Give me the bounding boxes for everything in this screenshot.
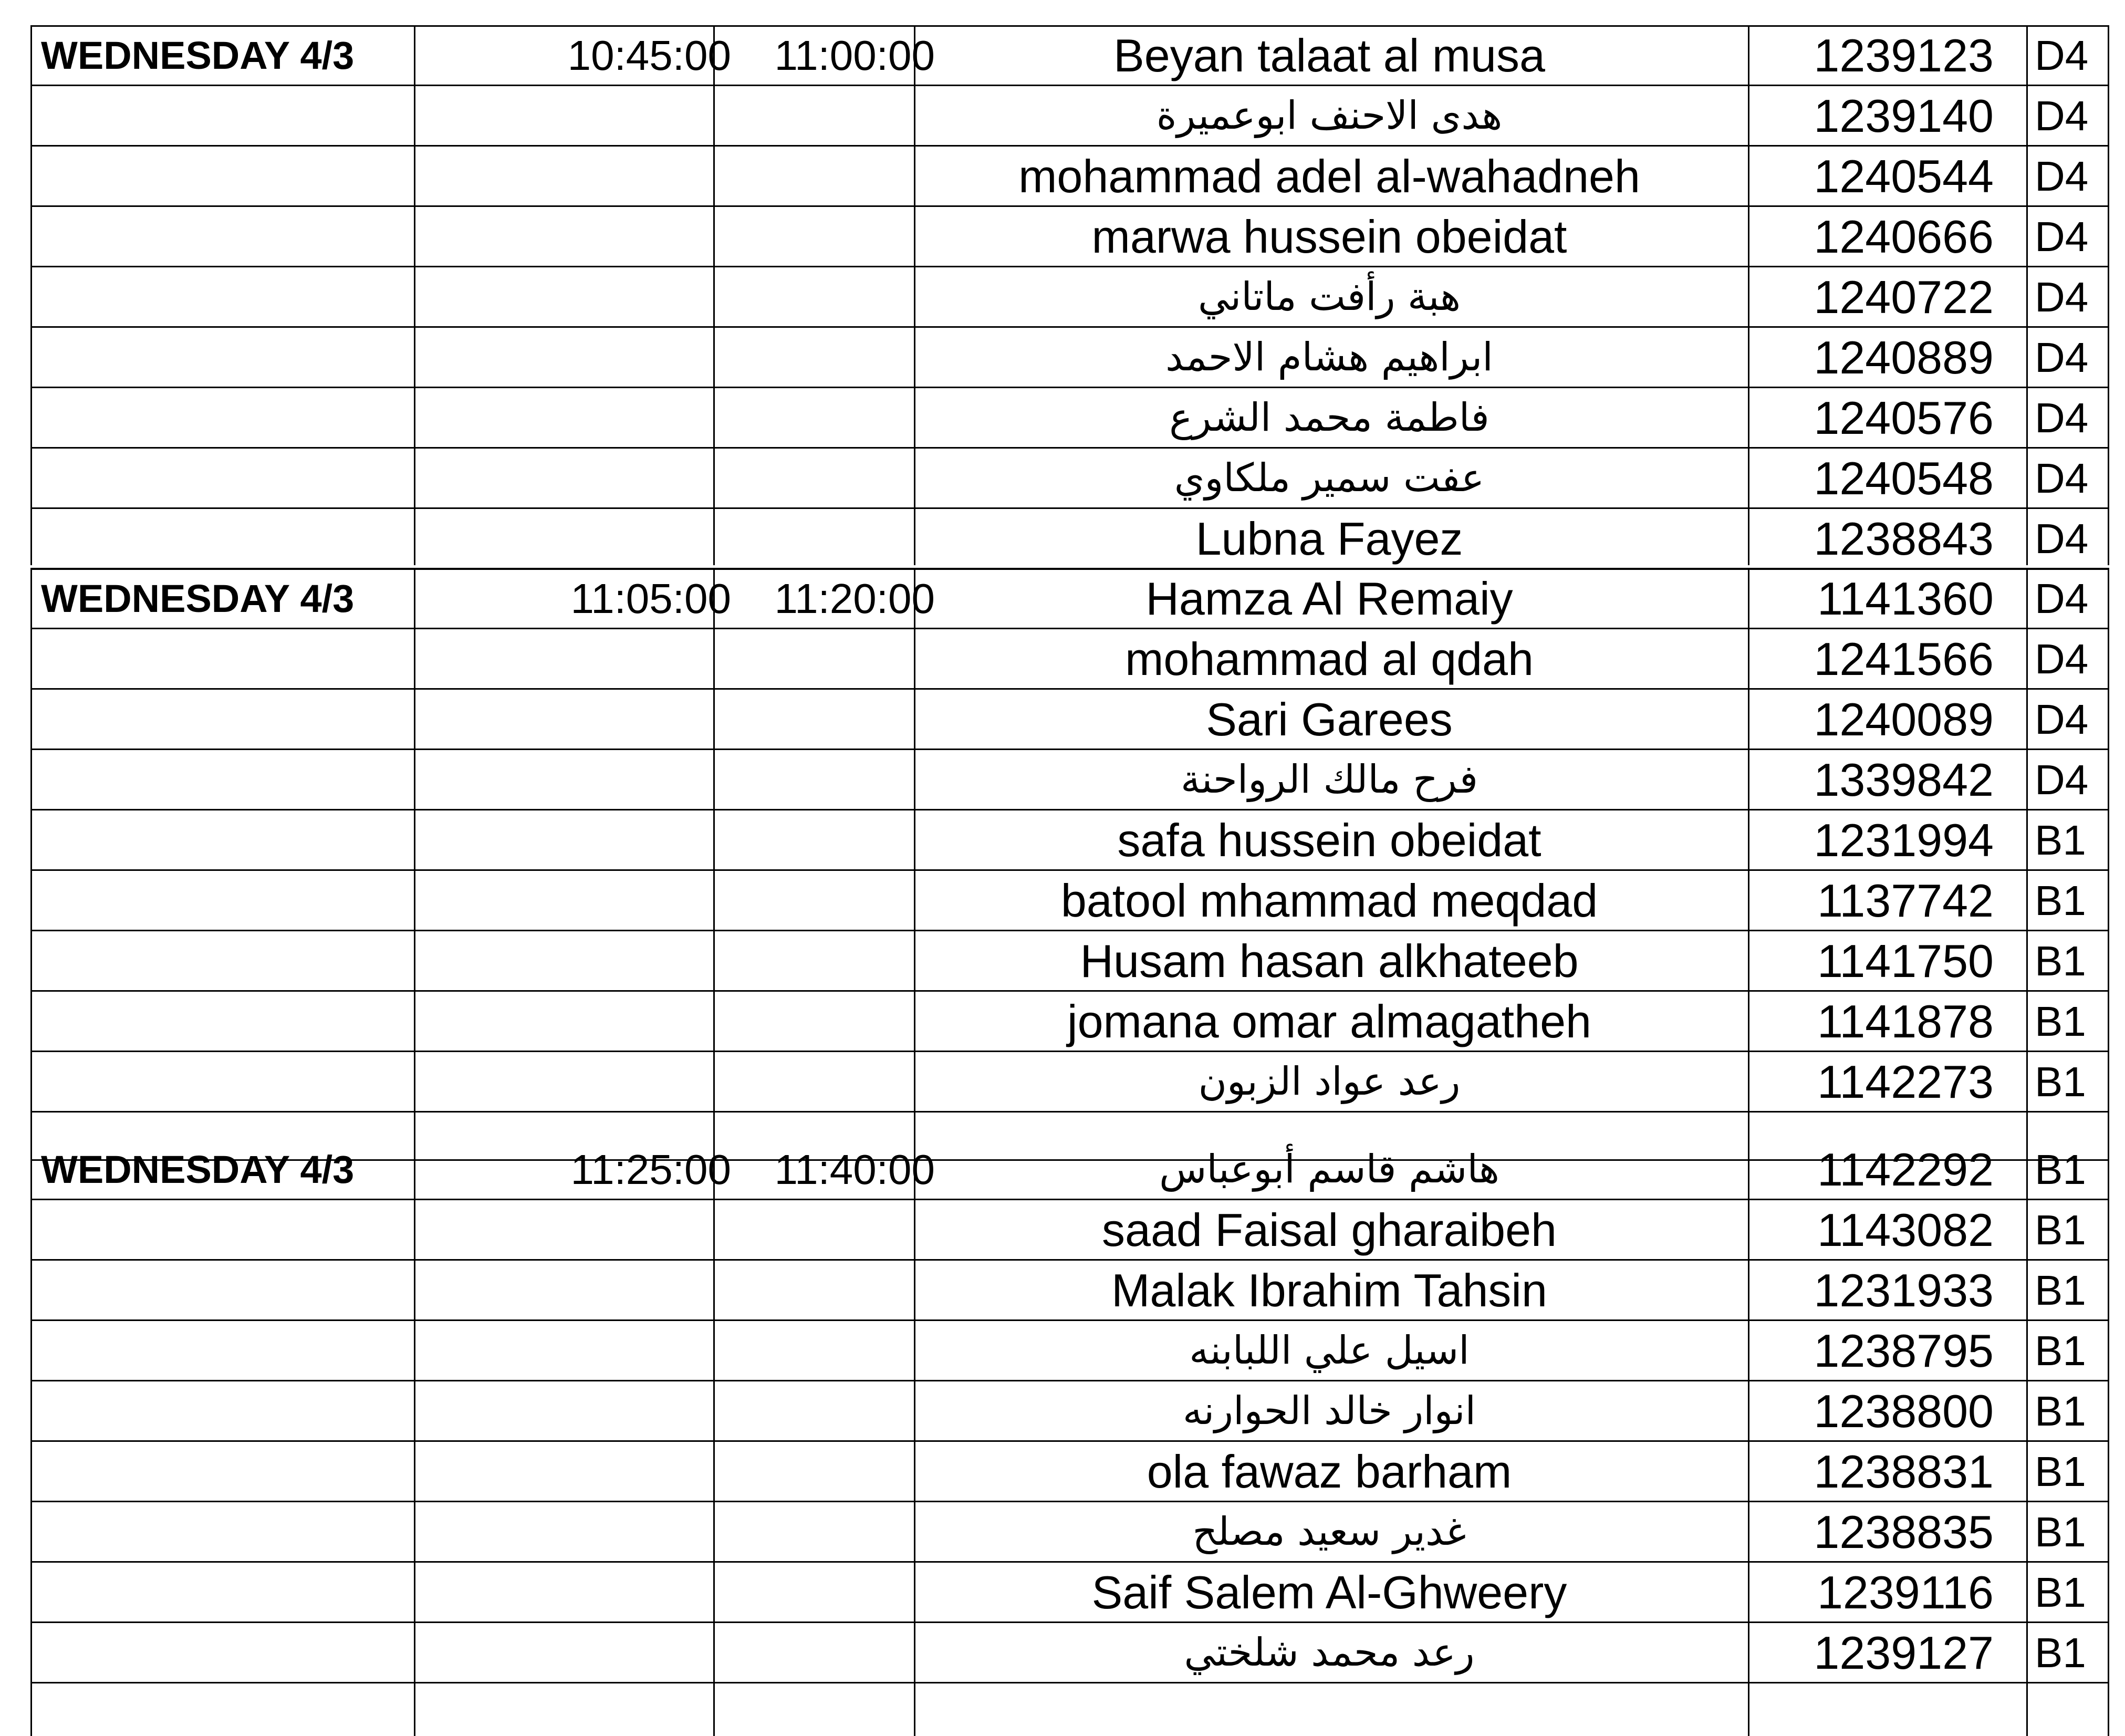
table-row — [30, 206, 2109, 267]
room-cell: D4 — [2035, 334, 2089, 381]
room-cell: B1 — [2035, 998, 2086, 1045]
student-id-cell: 1137742 — [1817, 875, 1994, 927]
room-cell: D4 — [2035, 756, 2089, 803]
room-cell: B1 — [2035, 817, 2086, 864]
table-row — [30, 1562, 2109, 1623]
student-name-cell: mohammad al qdah — [1125, 633, 1534, 685]
student-name-cell: اسيل علي اللبابنه — [1189, 1328, 1470, 1373]
student-name-cell: هدى الاحنف ابوعميرة — [1156, 93, 1503, 138]
student-name-cell: Saif Salem Al-Ghweery — [1091, 1566, 1567, 1618]
end-time-cell: 11:20:00 — [774, 575, 935, 622]
table-row — [30, 86, 2109, 146]
room-cell: D4 — [2035, 213, 2089, 260]
student-id-cell: 1239116 — [1817, 1566, 1994, 1618]
student-name-cell: saad Faisal gharaibeh — [1102, 1204, 1557, 1256]
day-cell: WEDNESDAY 4/3 — [41, 1148, 355, 1191]
student-id-cell: 1238800 — [1814, 1385, 1994, 1437]
student-name-cell: هبة رأفت ماتاني — [1197, 274, 1461, 319]
student-id-cell: 1142273 — [1817, 1056, 1994, 1108]
table-row — [30, 870, 2109, 931]
table-row — [30, 810, 2109, 870]
schedule-sheet — [30, 25, 2109, 1736]
end-time-cell: 11:00:00 — [774, 32, 935, 79]
table-row — [30, 689, 2109, 750]
table-row — [30, 1139, 2109, 1200]
student-id-cell: 1231933 — [1814, 1264, 1994, 1316]
student-id-cell: 1240889 — [1814, 331, 1994, 383]
student-name-cell: فاطمة محمد الشرع — [1169, 395, 1489, 440]
table-row — [30, 931, 2109, 991]
student-name-cell: هاشم قاسم أبوعباس — [1159, 1147, 1499, 1192]
student-name-cell: Malak Ibrahim Tahsin — [1111, 1264, 1547, 1316]
end-time-cell: 11:40:00 — [774, 1146, 935, 1193]
student-id-cell: 1240722 — [1814, 271, 1994, 323]
room-cell: B1 — [2035, 1509, 2086, 1555]
room-cell: D4 — [2035, 394, 2089, 441]
student-name-cell: Lubna Fayez — [1195, 513, 1463, 565]
room-cell: D4 — [2035, 274, 2089, 320]
student-name-cell: ola fawaz barham — [1147, 1446, 1512, 1498]
student-id-cell: 1239140 — [1814, 90, 1994, 142]
student-name-cell: safa hussein obeidat — [1117, 814, 1541, 866]
day-cell: WEDNESDAY 4/3 — [41, 34, 355, 77]
room-cell: D4 — [2035, 575, 2089, 622]
student-name-cell: رعد عواد الزبون — [1198, 1059, 1461, 1104]
room-cell: D4 — [2035, 515, 2089, 562]
table-row — [30, 1502, 2109, 1562]
table-row — [30, 1381, 2109, 1441]
room-cell: B1 — [2035, 1388, 2086, 1434]
student-id-cell: 1239127 — [1814, 1627, 1994, 1679]
student-id-cell: 1143082 — [1817, 1204, 1994, 1256]
table-row — [30, 991, 2109, 1052]
student-name-cell: Sari Garees — [1206, 693, 1453, 745]
table-row — [30, 1200, 2109, 1260]
student-name-cell: jomana omar almagatheh — [1067, 995, 1591, 1047]
student-id-cell: 1141360 — [1817, 573, 1994, 625]
student-name-cell: رعد محمد شلختي — [1184, 1630, 1475, 1675]
table-row — [30, 1441, 2109, 1502]
student-id-cell: 1240666 — [1814, 211, 1994, 263]
student-name-cell: Husam hasan alkhateeb — [1080, 935, 1579, 987]
table-row — [30, 267, 2109, 327]
table-row — [30, 146, 2109, 206]
room-cell: D4 — [2035, 455, 2089, 502]
table-row — [30, 1321, 2109, 1381]
table-row — [30, 388, 2109, 448]
table-row — [30, 750, 2109, 810]
room-cell: B1 — [2035, 1569, 2086, 1616]
room-cell: B1 — [2035, 1146, 2086, 1193]
start-time-cell: 11:05:00 — [570, 575, 731, 622]
start-time-cell: 11:25:00 — [570, 1146, 731, 1193]
student-id-cell: 1141878 — [1817, 995, 1994, 1047]
room-cell: D4 — [2035, 92, 2089, 139]
room-cell: B1 — [2035, 1629, 2086, 1676]
room-cell: B1 — [2035, 938, 2086, 984]
row-rule — [30, 1682, 2109, 1683]
student-name-cell: Beyan talaat al musa — [1113, 29, 1545, 81]
table-row — [30, 1052, 2109, 1112]
day-cell: WEDNESDAY 4/3 — [41, 577, 355, 620]
student-id-cell: 1241566 — [1814, 633, 1994, 685]
table-row — [30, 629, 2109, 689]
student-name-cell: عفت سمير ملكاوي — [1174, 455, 1485, 501]
table-row — [30, 508, 2109, 569]
schedule-section — [30, 1139, 2109, 1736]
schedule-section — [30, 25, 2109, 565]
room-cell: B1 — [2035, 877, 2086, 924]
student-id-cell: 1238795 — [1814, 1325, 1994, 1377]
student-name-cell: انوار خالد الحوارنه — [1182, 1388, 1476, 1433]
student-id-cell: 1231994 — [1814, 814, 1994, 866]
room-cell: D4 — [2035, 696, 2089, 743]
student-id-cell: 1141750 — [1817, 935, 1994, 987]
room-cell: B1 — [2035, 1207, 2086, 1253]
student-id-cell: 1238831 — [1814, 1446, 1994, 1498]
student-id-cell: 1238835 — [1814, 1506, 1994, 1558]
table-row — [30, 327, 2109, 388]
student-id-cell: 1339842 — [1814, 754, 1994, 806]
student-id-cell: 1239123 — [1814, 29, 1994, 81]
room-cell: D4 — [2035, 153, 2089, 200]
student-name-cell: غدير سعيد مصلح — [1192, 1509, 1466, 1554]
student-id-cell: 1240544 — [1814, 150, 1994, 202]
room-cell: B1 — [2035, 1058, 2086, 1105]
table-row — [30, 568, 2109, 629]
student-name-cell: batool mhammad meqdad — [1060, 875, 1598, 927]
table-row — [30, 25, 2109, 86]
room-cell: B1 — [2035, 1267, 2086, 1314]
room-cell: B1 — [2035, 1327, 2086, 1374]
student-name-cell: mohammad adel al-wahadneh — [1018, 150, 1640, 202]
student-id-cell: 1240548 — [1814, 452, 1994, 504]
room-cell: B1 — [2035, 1448, 2086, 1495]
schedule-section — [30, 568, 2109, 1139]
student-id-cell: 1240089 — [1814, 693, 1994, 745]
student-id-cell: 1238843 — [1814, 513, 1994, 565]
table-row — [30, 448, 2109, 508]
student-id-cell: 1240576 — [1814, 392, 1994, 444]
student-name-cell: فرح مالك الرواحنة — [1180, 757, 1478, 802]
table-row — [30, 1260, 2109, 1321]
room-cell: D4 — [2035, 32, 2089, 79]
table-row — [30, 1623, 2109, 1683]
room-cell: D4 — [2035, 636, 2089, 682]
student-id-cell: 1142292 — [1817, 1144, 1994, 1196]
student-name-cell: marwa hussein obeidat — [1091, 211, 1567, 263]
student-name-cell: ابراهيم هشام الاحمد — [1165, 335, 1493, 380]
student-name-cell: Hamza Al Remaiy — [1145, 573, 1513, 625]
start-time-cell: 10:45:00 — [567, 32, 731, 79]
